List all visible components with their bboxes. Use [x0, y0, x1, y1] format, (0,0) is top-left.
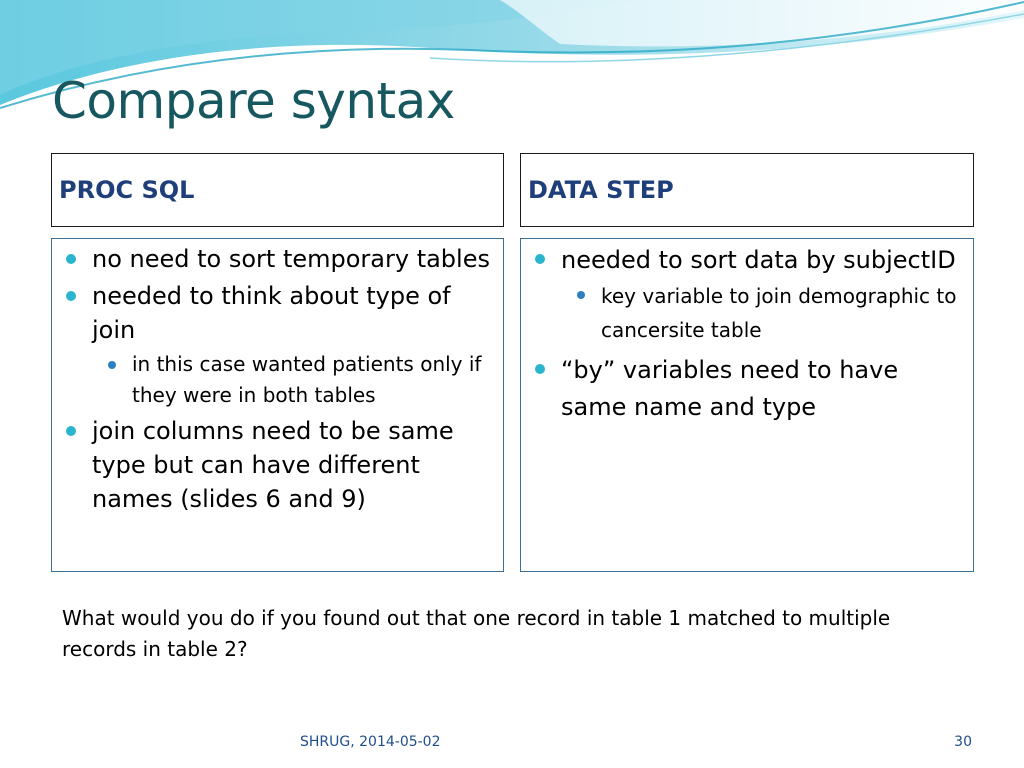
list-item: join columns need to be same type but can have different names (slides 6 and 9): [52, 414, 497, 516]
data-step-bullet-list: [521, 242, 967, 426]
list-item: needed to think about type of join in this case wanted patients only if they were in both tables: [52, 279, 497, 411]
proc-sql-bullet-list: [52, 242, 497, 516]
footer-event-date: SHRUG, 2014-05-02: [300, 734, 441, 750]
data-step-header: DATA STEP: [520, 153, 974, 227]
slide-number: 30: [954, 734, 972, 750]
discussion-question: What would you do if you found out that one record in table 1 matched to multiple records in table 2?: [62, 606, 891, 661]
data-step-sub-list: [561, 279, 967, 347]
proc-sql-sub-list: [92, 349, 497, 411]
slide-title: Compare syntax: [52, 72, 455, 130]
sub-list-item: in this case wanted patients only if they were in both tables: [92, 349, 497, 411]
sub-list-item: key variable to join demographic to cancersite table: [561, 279, 967, 347]
data-step-content-box: [520, 238, 974, 572]
proc-sql-header: PROC SQL: [51, 153, 504, 227]
proc-sql-content-box: [51, 238, 504, 572]
list-item: no need to sort temporary tables: [52, 242, 497, 276]
list-item: “by” variables need to have same name and type: [521, 352, 967, 426]
list-item: needed to sort data by subjectID key variable to join demographic to cancersite table: [521, 242, 967, 347]
